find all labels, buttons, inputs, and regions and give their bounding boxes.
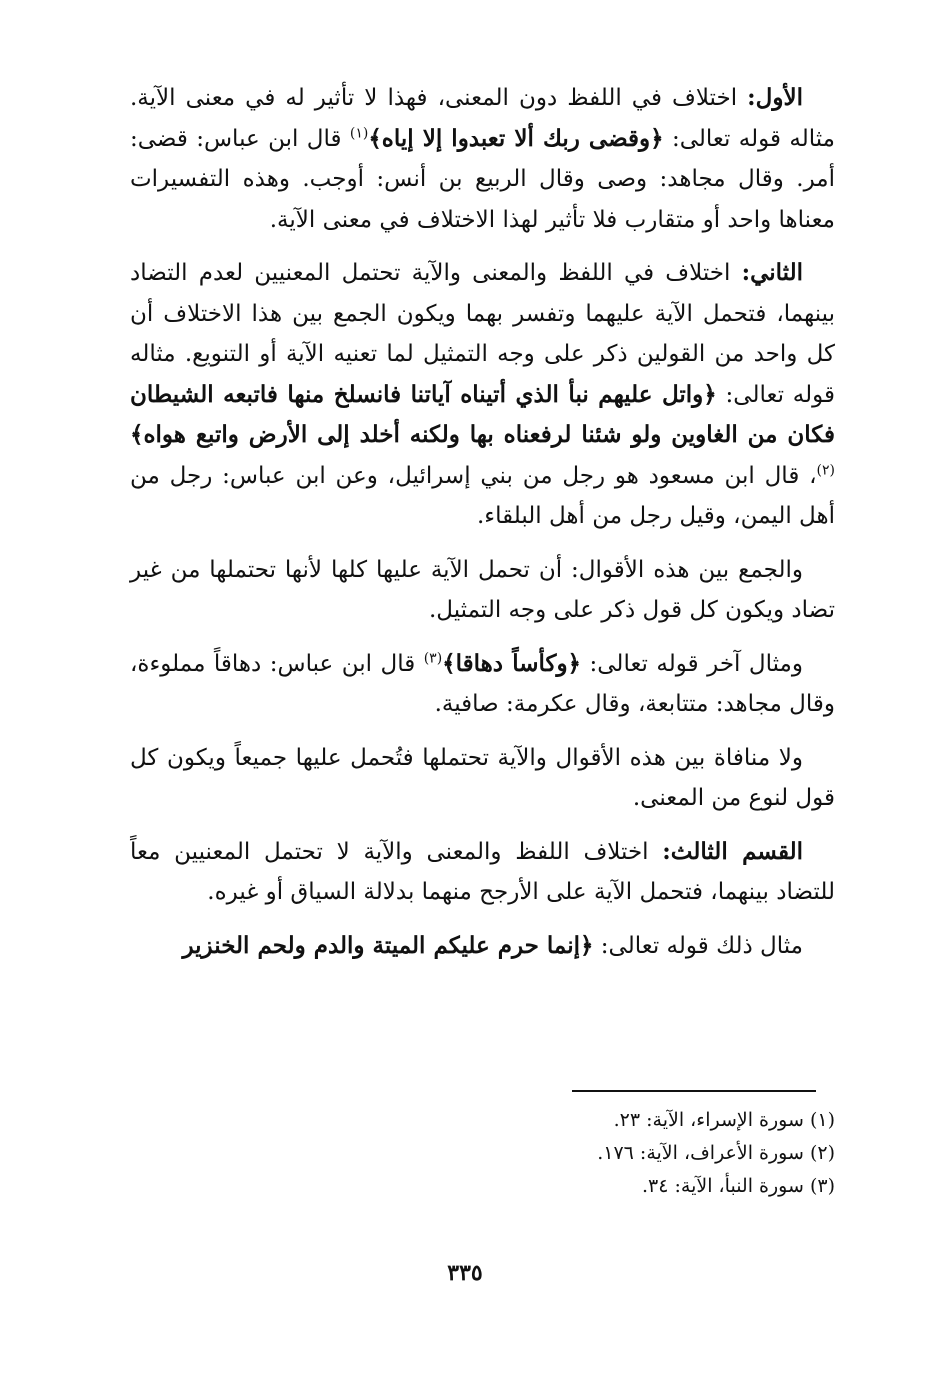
paragraph-text: ولا منافاة بين هذه الأقوال والآية تحتملها فتُحمل عليها جميعاً ويكون كل قول لنوع من المعنى. xyxy=(130,744,835,811)
paragraph-text: اختلاف في اللفظ دون المعنى، فهذا لا تأثير له في معنى الآية. مثاله قوله تعالى: xyxy=(130,85,835,152)
paragraph-lead: القسم الثالث: xyxy=(662,837,803,865)
paragraph-text: ومثال آخر قوله تعالى: xyxy=(581,650,803,677)
paragraph-second-type xyxy=(130,253,835,537)
quran-verse: ﴿وكأساً دهاقا﴾ xyxy=(442,649,582,677)
paragraph-another-example xyxy=(130,644,835,725)
paragraph-lead: الثاني: xyxy=(741,259,803,286)
footnote-marker[interactable]: (٢) xyxy=(816,461,835,478)
footnotes xyxy=(300,1104,835,1203)
paragraph-text: قال ابن عباس: دهاقاً مملوءة، وقال مجاهد: متتابعة، وقال عكرمة: صافية. xyxy=(130,650,835,717)
paragraph-first-type xyxy=(130,78,835,240)
footnote-item: (٣) سورة النبأ، الآية: ٣٤. xyxy=(642,1175,835,1197)
footnote-item: (٢) سورة الأعراف، الآية: ١٧٦. xyxy=(597,1142,835,1164)
paragraph-text: والجمع بين هذه الأقوال: أن تحمل الآية عليها كلها لأنها تحتملها من غير تضاد ويكون كل قول ذكر على وجه التمثيل. xyxy=(130,556,835,623)
quran-verse: ﴿إنما حرم عليكم الميتة والدم ولحم الخنزير xyxy=(182,931,594,959)
paragraph-combination xyxy=(130,550,835,631)
page-number: ٣٣٥ xyxy=(447,1260,483,1286)
footnote-item: (١) سورة الإسراء، الآية: ٢٣. xyxy=(613,1109,835,1131)
paragraph-text: اختلاف اللفظ والمعنى والآية لا تحتمل المعنيين معاً للتضاد بينهما، فتحمل الآية على الأرجح منهما بدلالة السياق أو غيره. xyxy=(130,838,835,905)
footnote-marker[interactable]: (١) xyxy=(349,124,369,141)
paragraph-text: اختلاف في اللفظ والمعنى والآية تحتمل المعنيين لعدم التضاد بينهما، فتحمل الآية عليهما وتفسر بهما ويكون الجمع بين هذا الاختلاف أن كل واحد من القولين ذكر على وجه التمثيل لما تعنيه الآية أو التنويع. مثاله قوله تعالى: xyxy=(130,260,835,408)
main-text xyxy=(130,78,835,979)
paragraph-text: ، قال ابن مسعود هو رجل من بني إسرائيل، وعن ابن عباس: رجل من أهل اليمن، وقيل رجل من أهل البلقاء. xyxy=(130,462,835,529)
footnote-marker[interactable]: (٣) xyxy=(423,649,443,666)
paragraph-example-start xyxy=(130,926,835,967)
paragraph-third-type xyxy=(130,832,835,913)
footnote-divider xyxy=(572,1090,816,1092)
paragraph-no-contradiction xyxy=(130,738,835,819)
paragraph-text: قال ابن عباس: قضى: أمر. وقال مجاهد: وصى وقال الربيع بن أنس: أوجب. وهذه التفسيرات معناها واحد أو متقارب فلا تأثير لهذا الاختلاف في معنى الآية. xyxy=(130,125,835,233)
quran-verse: ﴿وقضى ربك ألا تعبدوا إلا إياه﴾ xyxy=(368,124,664,152)
paragraph-lead: الأول: xyxy=(747,84,803,111)
paragraph-text: مثال ذلك قوله تعالى: xyxy=(593,932,803,959)
quran-verse: ﴿واتل عليهم نبأ الذي أتيناه آياتنا فانسلخ منها فاتبعه الشيطان فكان من الغاوين ولو شئنا لرفعناه بها ولكنه أخلد إلى الأرض واتبع هواه﴾ xyxy=(130,380,835,448)
